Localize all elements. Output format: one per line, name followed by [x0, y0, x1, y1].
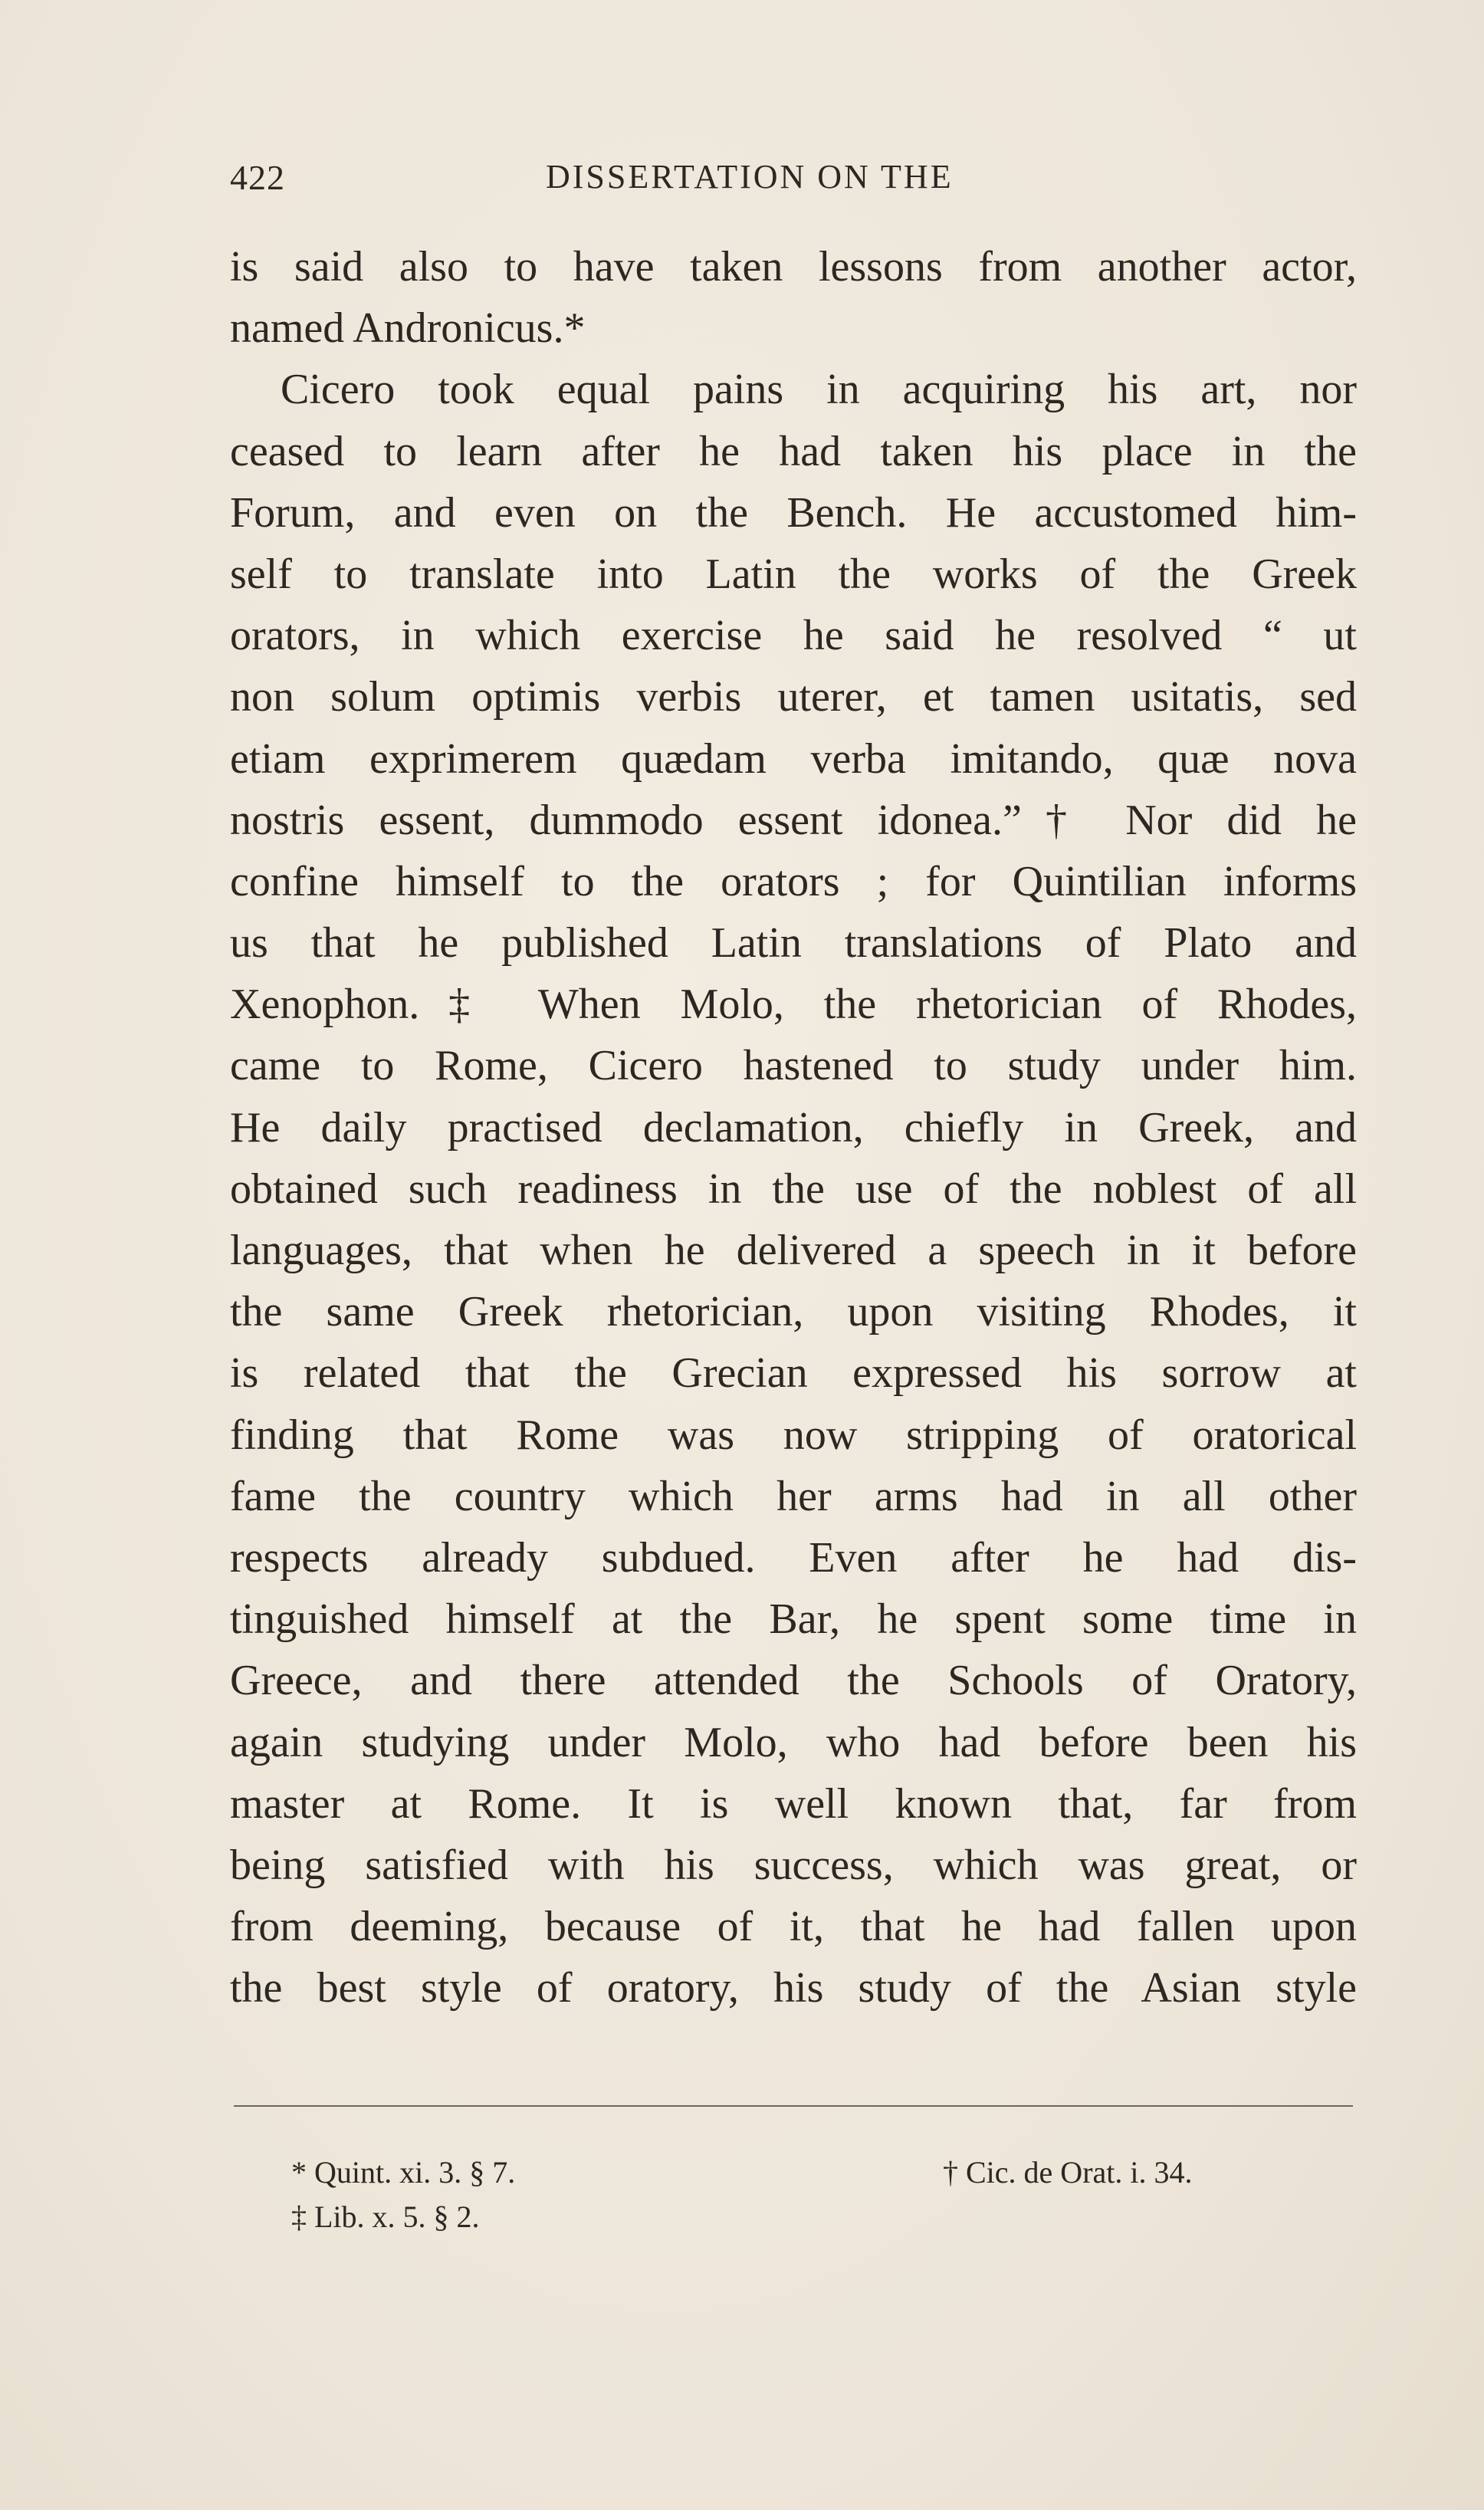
text-line: us that he published Latin translations of Plato and: [230, 919, 1357, 968]
text-line: is related that the Grecian expressed his sorrow at: [230, 1349, 1357, 1398]
text-line: orators, in which exercise he said he resolved “ ut: [230, 612, 1357, 660]
text-line: Forum, and even on the Bench. He accustomed him-: [230, 488, 1357, 537]
footnote-3: ‡ Lib. x. 5. § 2.: [291, 2200, 480, 2234]
text-line: fame the country which her arms had in all other: [230, 1472, 1357, 1520]
footnote-1: * Quint. xi. 3. § 7.: [291, 2155, 516, 2190]
page-header: [230, 157, 1357, 211]
text-line: non solum optimis verbis uterer, et tamen usitatis, sed: [230, 673, 1357, 721]
footnote-2: † Cic. de Orat. i. 34.: [943, 2155, 1193, 2190]
text-line: master at Rome. It is well known that, far from: [230, 1779, 1357, 1828]
running-head: DISSERTATION ON THE: [546, 158, 954, 195]
text-line: respects already subdued. Even after he had dis-: [230, 1533, 1357, 1582]
footnote-rule: [234, 2105, 1353, 2107]
text-line: from deeming, because of it, that he had fallen upon: [230, 1903, 1357, 1951]
text-line: self to translate into Latin the works of the Greek: [230, 550, 1357, 598]
text-line: the same Greek rhetorician, upon visiting Rhodes, it: [230, 1288, 1357, 1336]
page-number: 422: [230, 158, 285, 197]
text-line: confine himself to the orators ; for Quintilian informs: [230, 857, 1357, 905]
text-line: the best style of oratory, his study of the Asian style: [230, 1964, 1357, 2012]
text-line: is said also to have taken lessons from another actor,: [230, 243, 1357, 291]
text-line: languages, that when he delivered a speech in it before: [230, 1227, 1357, 1274]
text-line: etiam exprimerem quædam verba imitando, quæ nova: [230, 734, 1357, 783]
text-line: ceased to learn after he had taken his place in the: [230, 427, 1357, 475]
text-line: obtained such readiness in the use of the noblest of all: [230, 1165, 1357, 1213]
text-line: He daily practised declamation, chiefly in Greek, and: [230, 1103, 1357, 1152]
text-line: finding that Rome was now stripping of oratorical: [230, 1411, 1357, 1459]
text-line: Greece, and there attended the Schools of Oratory,: [230, 1657, 1357, 1705]
text-line: came to Rome, Cicero hastened to study under him.: [230, 1042, 1357, 1090]
body-text: [230, 236, 1357, 2019]
text-line: tinguished himself at the Bar, he spent some time in: [230, 1595, 1357, 1644]
text-line: Xenophon.‡ When Molo, the rhetorician of Rhodes,: [230, 981, 1357, 1029]
text-line: being satisfied with his success, which was great, or: [230, 1841, 1357, 1889]
text-line: again studying under Molo, who had before been his: [230, 1718, 1357, 1766]
text-line: Cicero took equal pains in acquiring his art, nor: [281, 366, 1357, 414]
text-line: named Andronicus.*: [230, 304, 586, 353]
text-line: nostris essent, dummodo essent idonea.”† Nor did he: [230, 796, 1357, 844]
